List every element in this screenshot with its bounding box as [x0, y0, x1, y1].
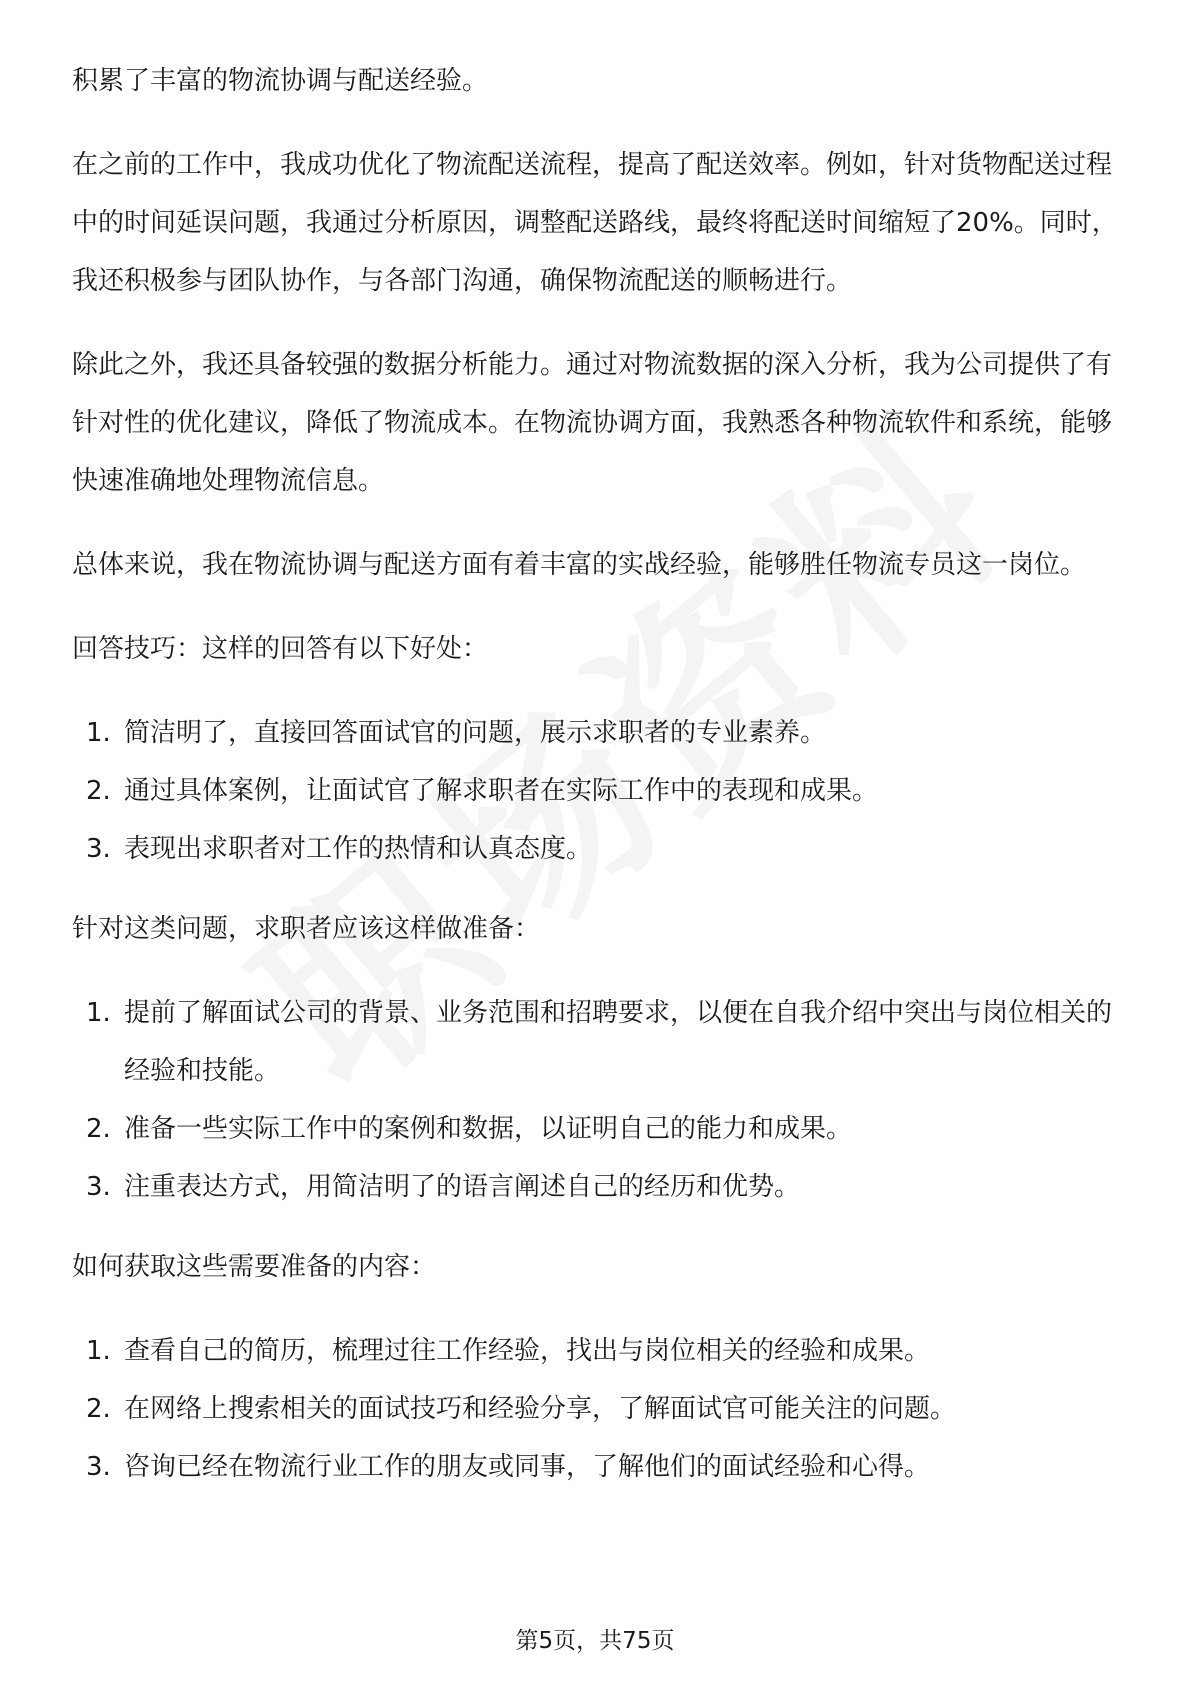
list-number: 1. [86, 718, 111, 748]
list-item-text: 在网络上搜索相关的面试技巧和经验分享，了解面试官可能关注的问题。 [124, 1394, 957, 1424]
section-heading: 回答技巧：这样的回答有以下好处： [72, 634, 489, 664]
list-number: 1. [86, 1336, 111, 1366]
list-number: 2. [86, 1114, 111, 1144]
page-number: 第5页，共75页 [515, 1628, 675, 1654]
list-item [72, 1100, 1122, 1158]
list-item [72, 704, 1122, 762]
list-item-text: 通过具体案例，让面试官了解求职者在实际工作中的表现和成果。 [124, 776, 879, 806]
list-item [72, 820, 1122, 878]
list-item-text: 查看自己的简历，梳理过往工作经验，找出与岗位相关的经验和成果。 [124, 1336, 931, 1366]
paragraph: 在之前的工作中，我成功优化了物流配送流程，提高了配送效率。例如，针对货物配送过程中的时间延误问题，我通过分析原因，调整配送路线，最终将配送时间缩短了20%。同时，我还积极参与团队协作，与各部门沟通，确保物流配送的顺畅进行。 [72, 150, 1118, 296]
section-heading: 针对这类问题，求职者应该这样做准备： [72, 914, 541, 944]
list-item-text: 提前了解面试公司的背景、业务范围和招聘要求，以便在自我介绍中突出与岗位相关的经验和技能。 [124, 998, 1113, 1086]
list-item-text: 表现出求职者对工作的热情和认真态度。 [124, 834, 593, 864]
list-item [72, 1158, 1122, 1216]
list-item [72, 984, 1122, 1100]
list-item [72, 1322, 1122, 1380]
list-number: 2. [86, 776, 111, 806]
paragraph: 总体来说，我在物流协调与配送方面有着丰富的实战经验，能够胜任物流专员这一岗位。 [72, 550, 1087, 580]
list-number: 3. [86, 1172, 111, 1202]
list-item-text: 注重表达方式，用简洁明了的语言阐述自己的经历和优势。 [124, 1172, 801, 1202]
list-number: 3. [86, 834, 111, 864]
list-number: 3. [86, 1452, 111, 1482]
section-heading: 如何获取这些需要准备的内容： [72, 1252, 437, 1282]
list-item [72, 1380, 1122, 1438]
list-item-text: 准备一些实际工作中的案例和数据，以证明自己的能力和成果。 [124, 1114, 853, 1144]
preparation-list [72, 984, 1122, 1216]
list-item [72, 1438, 1122, 1496]
list-number: 2. [86, 1394, 111, 1424]
list-item-text: 咨询已经在物流行业工作的朋友或同事，了解他们的面试经验和心得。 [124, 1452, 931, 1482]
paragraph: 除此之外，我还具备较强的数据分析能力。通过对物流数据的深入分析，我为公司提供了有针对性的优化建议，降低了物流成本。在物流协调方面，我熟悉各种物流软件和系统，能够快速准确地处理物流信息。 [72, 350, 1113, 496]
paragraph: 积累了丰富的物流协调与配送经验。 [72, 66, 489, 96]
list-number: 1. [86, 998, 111, 1028]
list-item-text: 简洁明了，直接回答面试官的问题，展示求职者的专业素养。 [124, 718, 827, 748]
list-item [72, 762, 1122, 820]
content-sources-list [72, 1322, 1122, 1496]
answer-tips-list [72, 704, 1122, 878]
document-body [72, 52, 1122, 1518]
